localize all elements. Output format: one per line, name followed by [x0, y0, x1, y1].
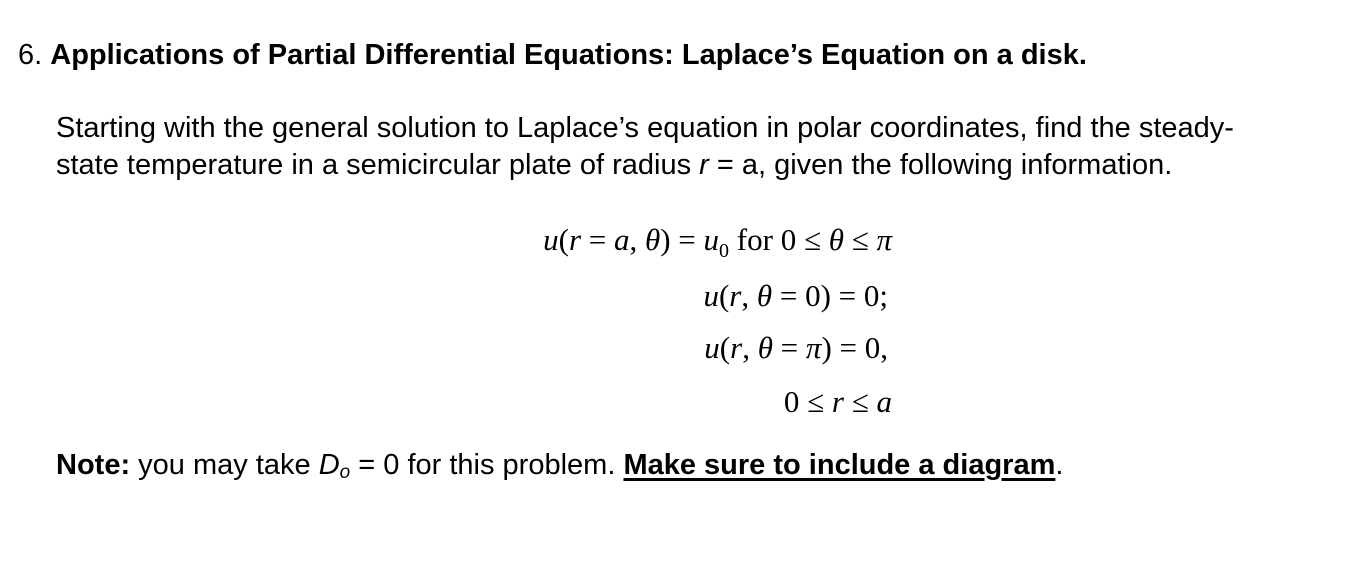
statement-text-2: = a, given the following information.	[708, 149, 1173, 181]
boundary-condition-1: u(r = a, $\theta) = u_0$ for 0 ≤ θ ≤ π	[543, 222, 892, 263]
problem-title: Applications of Partial Differential Equations: Laplace’s Equation on a disk.	[50, 39, 1087, 71]
diagram-instruction: Make sure to include a diagram	[623, 449, 1056, 481]
radius-variable: r	[699, 149, 709, 181]
note-text-2: = 0 for this problem.	[350, 449, 624, 481]
d-symbol: D	[318, 449, 340, 481]
domain-condition: 0 ≤ r ≤ a	[783, 384, 892, 419]
problem-heading	[18, 36, 1087, 74]
problem-statement	[56, 110, 1286, 184]
note-line	[56, 446, 1063, 484]
problem-number: 6.	[18, 39, 43, 71]
note-label: Note:	[56, 449, 131, 481]
note-text-1: you may take	[130, 449, 319, 481]
statement-text-1: Starting with the general solution to Laplace’s equation in polar coordinates, find the steady-state temperature in a semicircular plate of radius	[56, 112, 1234, 181]
boundary-condition-2: u(r, θ = 0) = 0;	[703, 278, 888, 313]
d-subscript: o	[339, 462, 351, 483]
note-end: .	[1055, 449, 1064, 481]
boundary-condition-3: u(r, θ = π) = 0,	[704, 330, 888, 365]
